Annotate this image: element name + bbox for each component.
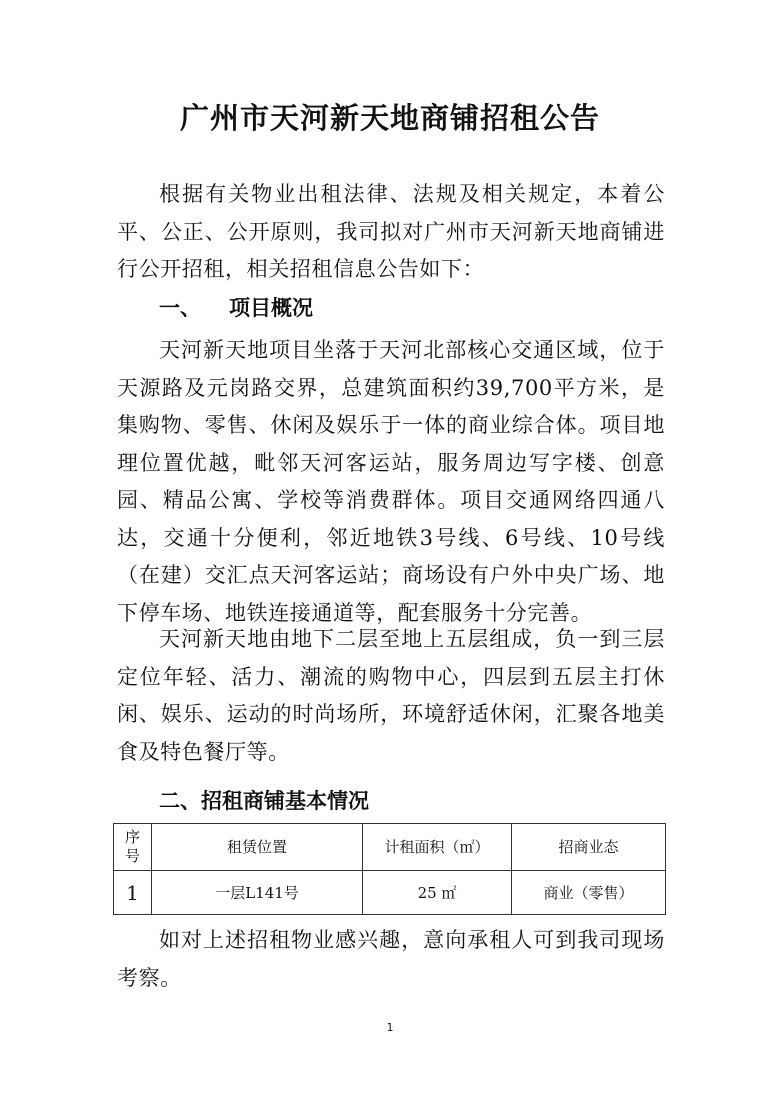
cell-area: 25 ㎡ [363, 871, 512, 915]
table-row [114, 871, 666, 915]
section1-number: 一、 [159, 296, 201, 320]
page-title: 广州市天河新天地商铺招租公告 [179, 101, 600, 135]
header-area: 计租面积（㎡） [363, 824, 512, 871]
header-business: 招商业态 [512, 824, 666, 871]
section1-title: 项目概况 [229, 296, 313, 320]
section1-paragraph-1: 天河新天地项目坐落于天河北部核心交通区域，位于天源路及元岗路交界，总建筑面积约39,700平方米，是集购物、零售、休闲及娱乐于一体的商业综合体。项目地理位置优越，毗邻天河客运站，服务周边写字楼、创意园、精品公寓、学校等消费群体。项目交通网络四通八达，交通十分便利，邻近地铁3号线、6号线、10号线（在建）交汇点天河客运站；商场设有户外中央广场、地下停车场、地铁连接通道等，配套服务十分完善。 [117, 338, 665, 625]
section1-heading [159, 293, 313, 323]
header-location: 租赁位置 [152, 824, 363, 871]
cell-no: 1 [114, 871, 152, 915]
table-header-row [114, 824, 666, 871]
cell-location: 一层L141号 [152, 871, 363, 915]
header-no: 序 号 [114, 824, 152, 871]
page-number: 1 [386, 1021, 394, 1034]
lease-table [113, 823, 666, 915]
intro-paragraph: 根据有关物业出租法律、法规及相关规定，本着公平、公正、公开原则，我司拟对广州市天河新天地商铺进行公开招租，相关招租信息公告如下： [117, 182, 665, 281]
section2-heading: 二、招租商铺基本情况 [159, 789, 369, 813]
section1-paragraph-2: 天河新天地由地下二层至地上五层组成，负一到三层定位年轻、活力、潮流的购物中心，四层到五层主打休闲、娱乐、运动的时尚场所，环境舒适休闲，汇聚各地美食及特色餐厅等。 [117, 627, 665, 764]
cell-business: 商业（零售） [512, 871, 666, 915]
closing-paragraph: 如对上述招租物业感兴趣，意向承租人可到我司现场考察。 [117, 928, 665, 990]
